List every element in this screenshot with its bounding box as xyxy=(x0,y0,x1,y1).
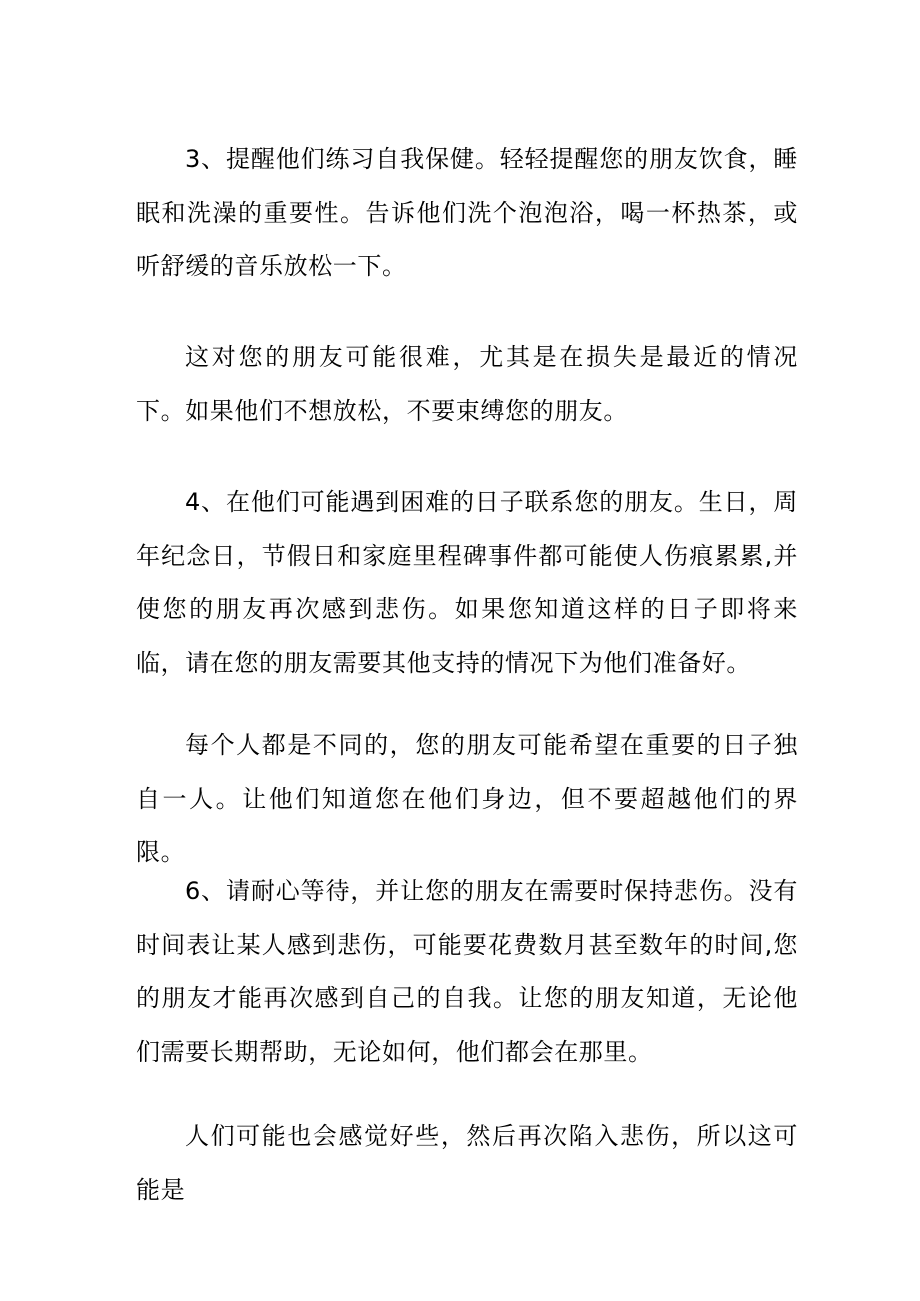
paragraph-patience-tip: 6、请耐心等待，并让您的朋友在需要时保持悲伤。没有时间表让某人感到悲伤，可能要花费数月甚至数年的时间,您的朋友才能再次感到自己的自我。让您的朋友知道，无论他们需要长期帮助，无论如何，他们都会在那里。 xyxy=(136,877,798,1066)
paragraph-difficult-days-tip: 4、在他们可能遇到困难的日子联系您的朋友。生日，周年纪念日，节假日和家庭里程碑事件都可能使人伤痕累累,并使您的朋友再次感到悲伤。如果您知道这样的日子即将来临，请在您的朋友需要其他支持的情况下为他们准备好。 xyxy=(136,488,798,677)
paragraph-relax-note: 这对您的朋友可能很难，尤其是在损失是最近的情况下。如果他们不想放松，不要束缚您的朋友。 xyxy=(136,343,798,425)
paragraph-continuation: 人们可能也会感觉好些，然后再次陷入悲伤，所以这可能是 xyxy=(136,1122,798,1204)
paragraph-alone-note: 每个人都是不同的，您的朋友可能希望在重要的日子独自一人。让他们知道您在他们身边，但不要超越他们的界限。 xyxy=(136,731,798,866)
paragraph-self-care-tip: 3、提醒他们练习自我保健。轻轻提醒您的朋友饮食，睡眠和洗澡的重要性。告诉他们洗个泡泡浴，喝一杯热茶，或听舒缓的音乐放松一下。 xyxy=(136,145,798,280)
